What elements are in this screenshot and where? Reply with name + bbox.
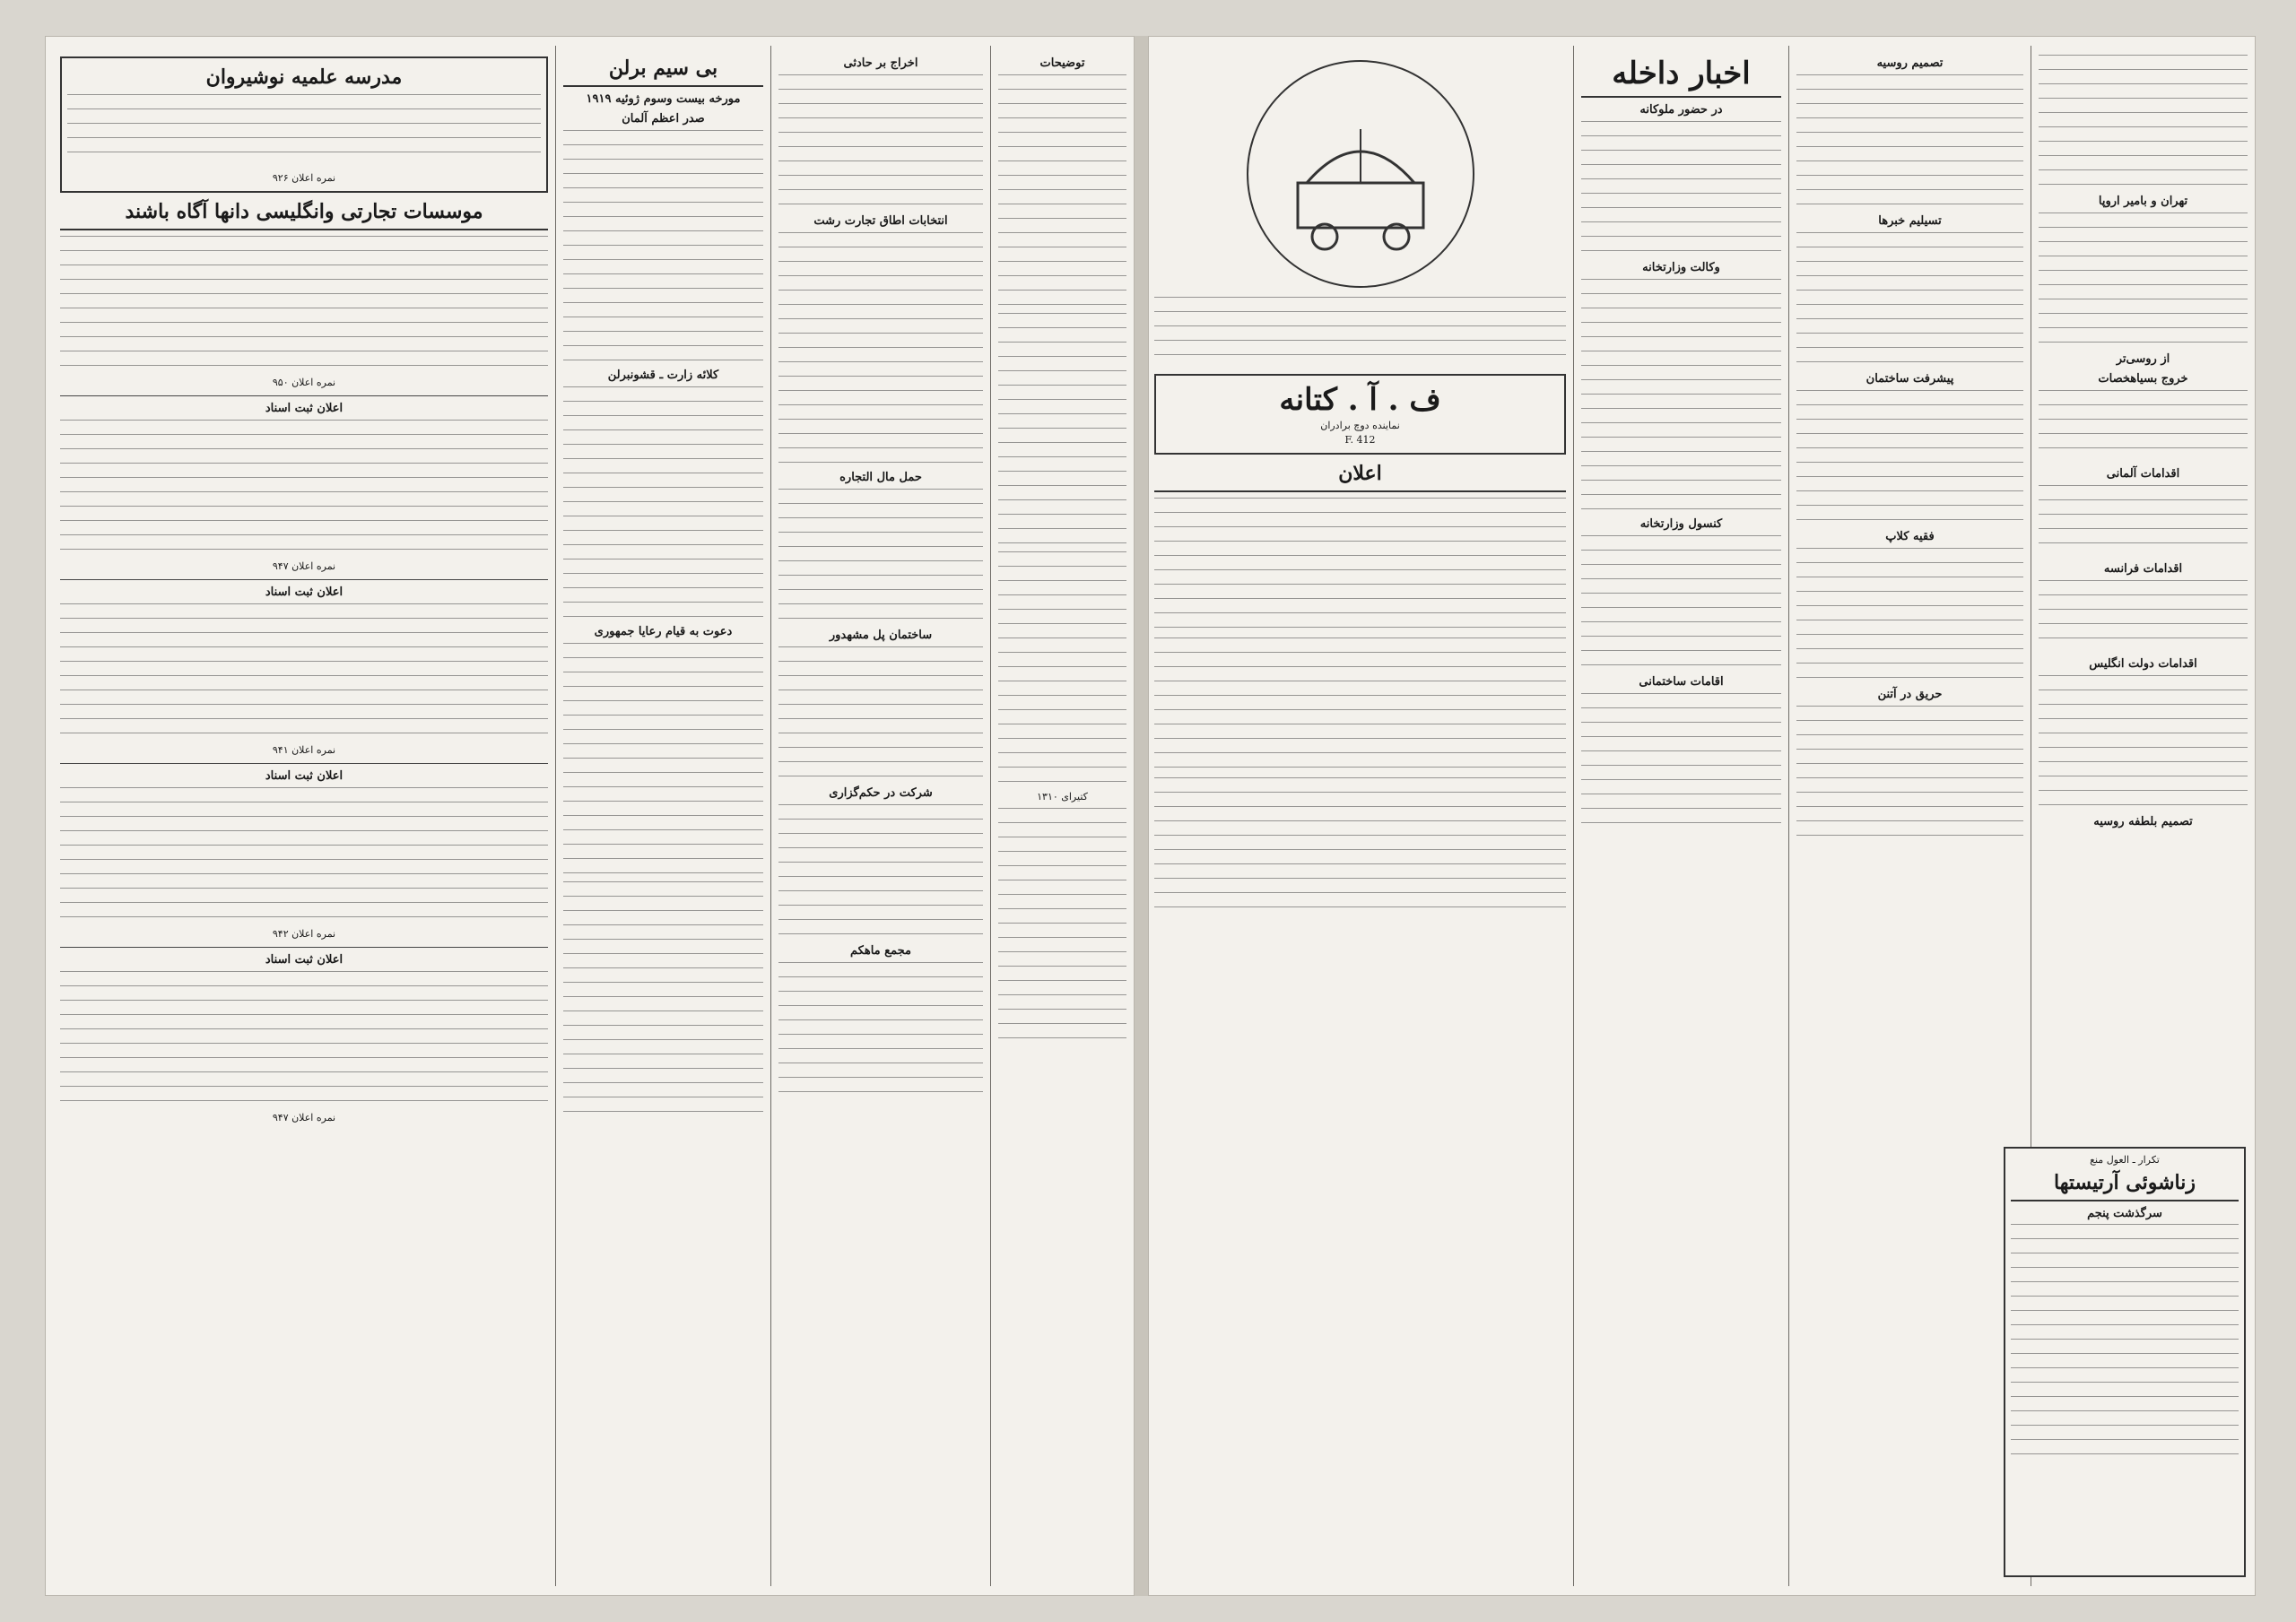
list-column-title: توضیحات [1039, 56, 1085, 70]
list-column-text [998, 313, 1126, 546]
article-text [1581, 535, 1781, 670]
left-page [45, 36, 1135, 1596]
section-heading: کنسول وزارتخانه [1639, 517, 1723, 531]
article-text [2039, 390, 2248, 462]
registration-title: اعلان ثبت اسناد [265, 585, 344, 599]
section-heading: تصمیم بلطفه روسیه [2093, 815, 2193, 828]
price-list-column [990, 46, 1134, 1586]
article-text [778, 804, 983, 939]
article-text [1154, 638, 1566, 772]
school-ad-title: مدرسه علمیه نوشیروان [205, 65, 403, 89]
registration-text [60, 971, 548, 1106]
news-column-berlin [555, 46, 770, 1586]
section-heading: حریق در آتنن [1877, 688, 1943, 701]
company-subtitle: نماینده دوچ برادران [1320, 420, 1400, 431]
section-heading: خروج بسیاهخصات [2098, 372, 2188, 386]
section-heading: صدر اعظم آلمان [622, 112, 705, 126]
article-text [563, 130, 763, 363]
section-heading: اخراج بر حادثی [843, 56, 918, 70]
page-gutter [1135, 36, 1148, 1596]
company-code: F. 412 [1344, 434, 1376, 446]
article-text [563, 881, 763, 1115]
masthead-berlin: بی سیم برلن [563, 55, 763, 87]
article-text [778, 74, 983, 209]
trade-ad-text [60, 236, 548, 370]
list-column-note: کتیرای ۱۳۱۰ [1037, 791, 1088, 802]
school-ad-footer: نمره اعلان ۹۲۶ [272, 172, 336, 184]
company-emblem-icon [1247, 60, 1474, 288]
article-text [1154, 777, 1566, 912]
section-heading: فقیه کلاپ [1885, 530, 1935, 543]
section-heading: پیشرفت ساختمان [1866, 372, 1954, 386]
school-ad [60, 56, 548, 193]
article-text [1796, 548, 2023, 682]
company-ad [1154, 374, 1566, 455]
article-text [778, 489, 983, 623]
section-heading: مجمع ماهکم [850, 944, 911, 958]
interior-news-column [1573, 46, 1788, 1586]
registration-text [60, 420, 548, 554]
article-text [778, 646, 983, 781]
section-heading: وکالت وزارتخانه [1642, 261, 1720, 274]
article-text [1796, 74, 2023, 209]
trade-ad-title: موسسات تجارتی وانگلیسی دانها آگاه باشند [60, 198, 548, 230]
serial-tag: تکرار ـ العول منع [2090, 1154, 2160, 1166]
registration-footer: نمره اعلان ۹۴۱ [272, 744, 336, 756]
notice-title: اعلان [1154, 460, 1566, 492]
section-heading: انتخابات اطاق تجارت رشت [813, 214, 948, 228]
ad-column [1148, 46, 1573, 1586]
serial-story [2004, 1147, 2246, 1577]
section-heading: اقامات ساختمانی [1639, 675, 1724, 689]
trade-ad-footer: نمره اعلان ۹۵۰ [272, 377, 336, 388]
news-column-a [770, 46, 990, 1586]
interior-news-title: اخبار داخله [1581, 55, 1781, 98]
article-text [1796, 390, 2023, 525]
section-heading: دعوت به قیام رعایا جمهوری [594, 625, 733, 638]
section-heading: اقدامات فرانسه [2103, 562, 2183, 576]
section-heading: تسیلیم خبرها [1878, 214, 1942, 228]
registration-footer: نمره اعلان ۹۴۲ [272, 928, 336, 940]
article-text [1796, 232, 2023, 367]
dateline: مورخه بیست وسوم ژوئیه ۱۹۱۹ [586, 92, 741, 106]
article-text [1581, 121, 1781, 256]
article-text [778, 232, 983, 465]
article-text [2039, 485, 2248, 557]
section-heading: تهران و بامیر اروپا [2098, 195, 2188, 208]
section-heading: ساختمان پل مشهدور [829, 629, 933, 642]
section-heading: تصمیم روسیه [1876, 56, 1944, 70]
right-page [1148, 36, 2256, 1596]
list-column-text [998, 808, 1126, 1041]
section-heading: از روسی‌تر [2116, 352, 2170, 366]
school-ad-text [67, 94, 541, 166]
section-heading: کلائه زارت ـ قشونبرلن [607, 369, 719, 382]
section-heading: در حضور ملوکانه [1639, 103, 1723, 117]
article-text [1796, 706, 2023, 840]
registration-footer: نمره اعلان ۹۴۷ [272, 560, 336, 572]
company-brand: ف . آ . کتانه [1279, 382, 1441, 418]
section-heading: حمل مال التجاره [839, 471, 922, 484]
registration-text [60, 603, 548, 738]
article-text [2039, 55, 2248, 189]
registration-text [60, 787, 548, 922]
registration-title: اعلان ثبت اسناد [265, 402, 344, 415]
article-text [778, 962, 983, 1097]
serial-subtitle: سرگذشت پنجم [2087, 1207, 2162, 1220]
registration-title: اعلان ثبت اسناد [265, 953, 344, 967]
article-text [1581, 279, 1781, 512]
article-text [2039, 580, 2248, 652]
ads-column [53, 46, 555, 1586]
article-text [2039, 675, 2248, 810]
list-column-text [998, 74, 1126, 308]
article-text [1581, 693, 1781, 828]
section-heading: شرکت در حکم‌گزاری [829, 786, 933, 800]
article-text [2011, 1224, 2239, 1457]
article-text [563, 643, 763, 876]
registration-footer: نمره اعلان ۹۴۷ [272, 1112, 336, 1123]
foreign-news-column-b [1788, 46, 2031, 1586]
list-column-text [998, 551, 1126, 785]
registration-title: اعلان ثبت اسناد [265, 769, 344, 783]
section-heading: اقدامات دولت انگلیس [2089, 657, 2197, 671]
article-text [2039, 213, 2248, 347]
serial-title: زناشوئی آرتیستها [2011, 1169, 2239, 1201]
article-text [563, 386, 763, 620]
article-text [1154, 297, 1566, 369]
article-text [1154, 498, 1566, 632]
section-heading: اقدامات آلمانی [2106, 467, 2180, 481]
